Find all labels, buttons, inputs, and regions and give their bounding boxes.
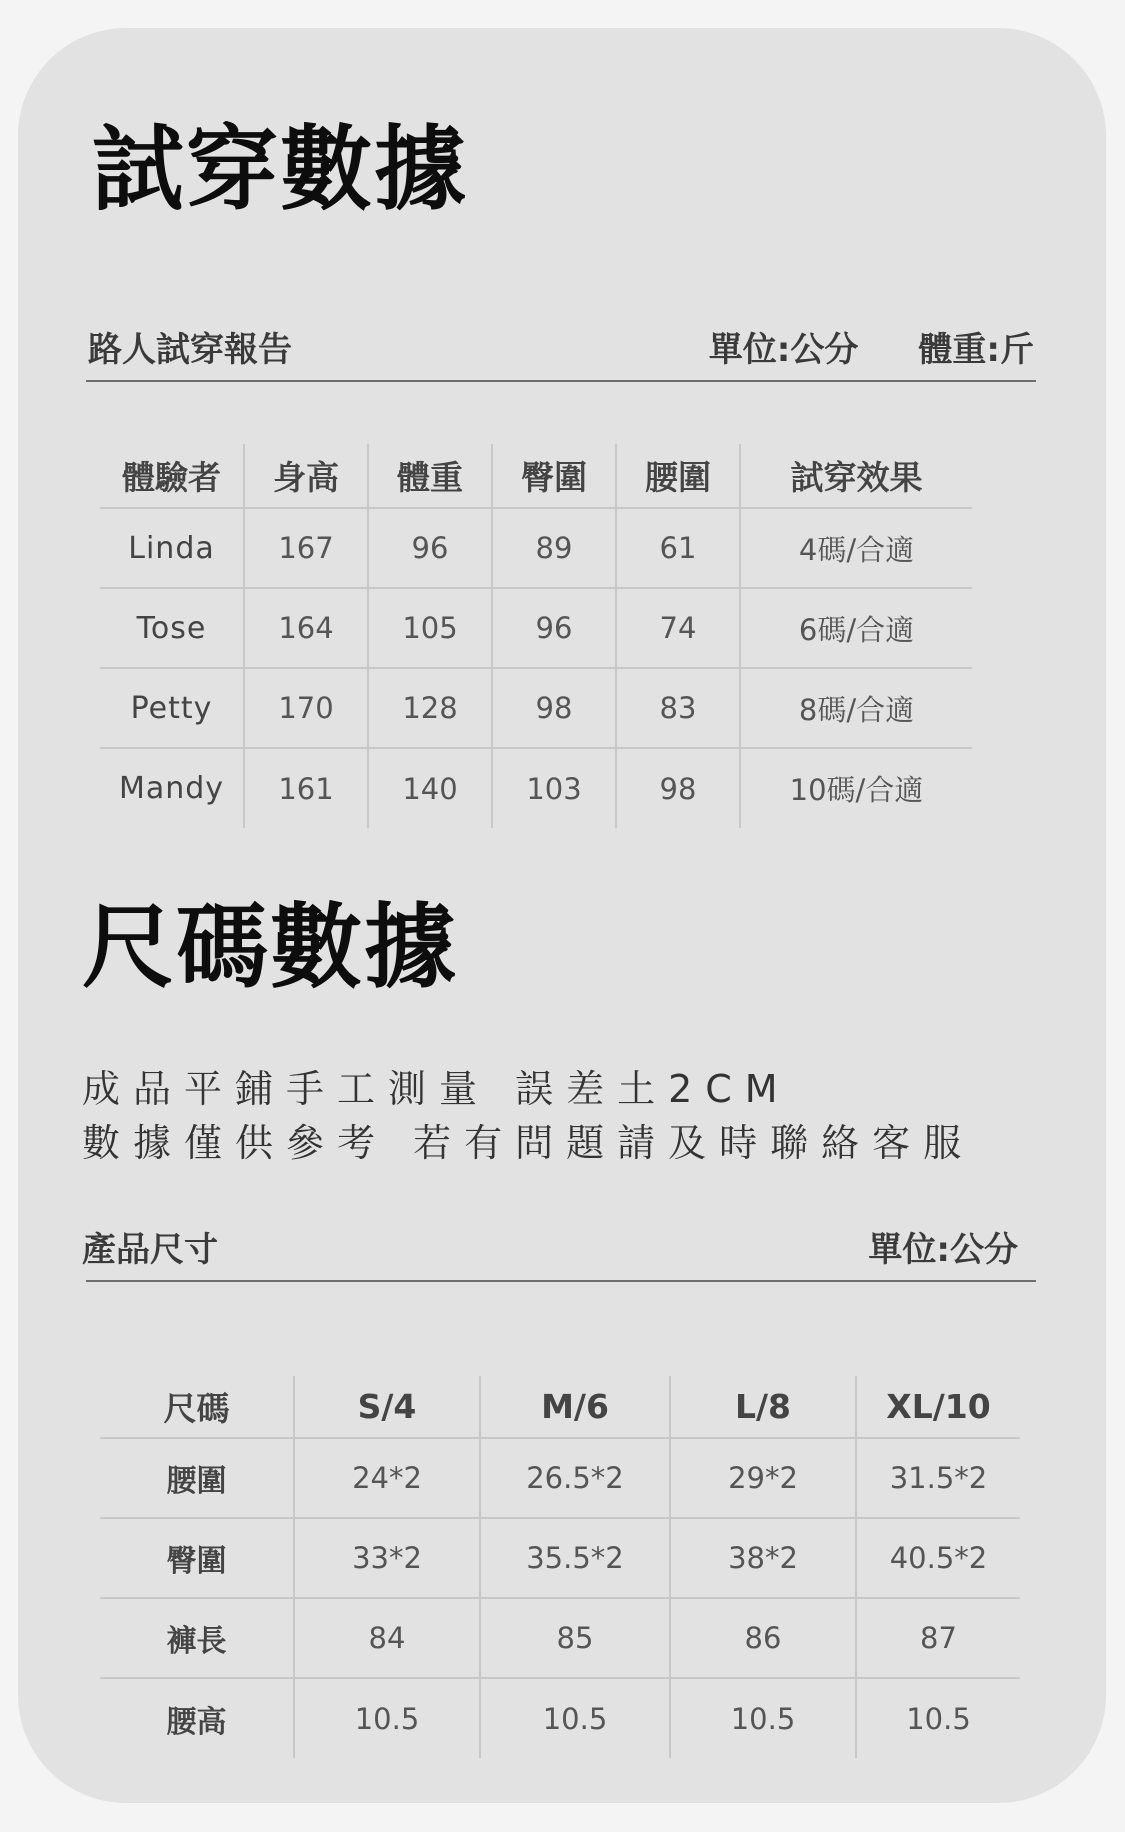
- table-cell: 164: [244, 588, 368, 668]
- table-cell: 10.5: [480, 1678, 670, 1758]
- tester-name: Mandy: [100, 748, 244, 828]
- table-cell: 10.5: [294, 1678, 480, 1758]
- size-description: [82, 1062, 974, 1170]
- trial-report-label: 路人試穿報告: [88, 330, 292, 370]
- measure-label: 臀圍: [100, 1518, 294, 1598]
- measure-label: 腰高: [100, 1678, 294, 1758]
- table-row: [100, 668, 972, 748]
- table-cell: 38*2: [670, 1518, 856, 1598]
- table-row: [100, 748, 972, 828]
- table-row: [100, 1438, 1020, 1518]
- table-cell: 24*2: [294, 1438, 480, 1518]
- table-row: [100, 1518, 1020, 1598]
- measure-label: 腰圍: [100, 1438, 294, 1518]
- table-cell: 170: [244, 668, 368, 748]
- tester-name: Linda: [100, 508, 244, 588]
- size-title: 尺碼數據: [82, 894, 459, 1001]
- table-row: [100, 1598, 1020, 1678]
- trial-header-cell: 腰圍: [616, 444, 740, 508]
- table-row: [100, 588, 972, 668]
- table-cell: 128: [368, 668, 492, 748]
- size-header-cell: L/8: [670, 1376, 856, 1438]
- size-description-line: 數據僅供參考 若有問題請及時聯絡客服: [82, 1121, 975, 1165]
- table-cell: 140: [368, 748, 492, 828]
- trial-header-bar: [86, 330, 1036, 382]
- trial-header-cell: 臀圍: [492, 444, 616, 508]
- trial-header-row: [100, 444, 972, 508]
- size-description-line: 成品平鋪手工測量 誤差土2CM: [82, 1067, 791, 1111]
- fit-result: 4碼/合適: [740, 508, 972, 588]
- size-unit-label: 單位:公分: [868, 1230, 1018, 1270]
- size-header-row: [100, 1376, 1020, 1438]
- table-cell: 105: [368, 588, 492, 668]
- trial-title: 試穿數據: [92, 116, 469, 223]
- table-cell: 74: [616, 588, 740, 668]
- table-cell: 87: [856, 1598, 1020, 1678]
- table-row: [100, 508, 972, 588]
- table-cell: 61: [616, 508, 740, 588]
- fit-result: 6碼/合適: [740, 588, 972, 668]
- size-header-bar: [82, 1230, 1036, 1282]
- trial-table: [100, 444, 972, 828]
- table-cell: 85: [480, 1598, 670, 1678]
- table-cell: 98: [492, 668, 616, 748]
- table-cell: 84: [294, 1598, 480, 1678]
- table-cell: 29*2: [670, 1438, 856, 1518]
- tester-name: Tose: [100, 588, 244, 668]
- tester-name: Petty: [100, 668, 244, 748]
- table-cell: 40.5*2: [856, 1518, 1020, 1598]
- fit-result: 8碼/合適: [740, 668, 972, 748]
- product-size-label: 產品尺寸: [82, 1230, 218, 1270]
- table-cell: 86: [670, 1598, 856, 1678]
- table-cell: 103: [492, 748, 616, 828]
- table-cell: 83: [616, 668, 740, 748]
- table-cell: 96: [492, 588, 616, 668]
- trial-header-cell: 體重: [368, 444, 492, 508]
- table-cell: 31.5*2: [856, 1438, 1020, 1518]
- trial-header-cell: 試穿效果: [740, 444, 972, 508]
- measure-label: 褲長: [100, 1598, 294, 1678]
- fit-result: 10碼/合適: [740, 748, 972, 828]
- table-cell: 35.5*2: [480, 1518, 670, 1598]
- size-header-cell: XL/10: [856, 1376, 1020, 1438]
- table-cell: 26.5*2: [480, 1438, 670, 1518]
- size-table: [100, 1376, 1020, 1758]
- table-cell: 98: [616, 748, 740, 828]
- size-header-cell: S/4: [294, 1376, 480, 1438]
- table-cell: 161: [244, 748, 368, 828]
- trial-units: [709, 330, 1034, 370]
- table-row: [100, 1678, 1020, 1758]
- table-cell: 96: [368, 508, 492, 588]
- size-header-cell: 尺碼: [163, 1389, 230, 1428]
- table-cell: 33*2: [294, 1518, 480, 1598]
- table-cell: 10.5: [856, 1678, 1020, 1758]
- table-cell: 89: [492, 508, 616, 588]
- size-header-cell: M/6: [480, 1376, 670, 1438]
- table-cell: 167: [244, 508, 368, 588]
- trial-unit-label: 單位:公分: [708, 330, 859, 370]
- trial-header-cell: 身高: [244, 444, 368, 508]
- table-cell: 10.5: [670, 1678, 856, 1758]
- trial-header-cell: 體驗者: [122, 458, 221, 497]
- trial-weight-unit-label: 體重:斤: [918, 330, 1034, 370]
